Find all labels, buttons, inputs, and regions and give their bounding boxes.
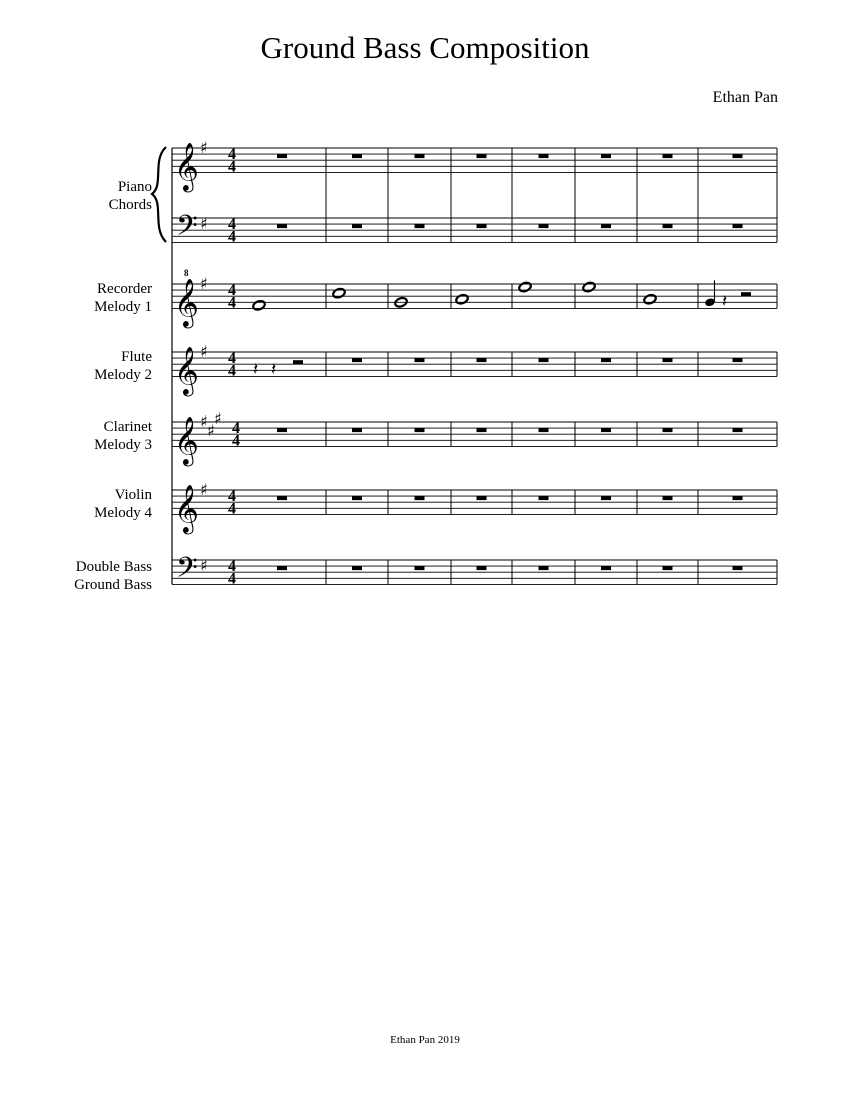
sharp-sign: ♯ xyxy=(200,480,208,499)
whole-rest xyxy=(663,428,673,432)
sharp-sign: ♯ xyxy=(200,556,208,576)
whole-rest xyxy=(415,496,425,500)
whole-rest xyxy=(277,224,287,228)
part-name: Melody 2 xyxy=(94,367,152,383)
time-signature-numerator: 4 xyxy=(228,146,236,164)
treble-clef: 𝄞 xyxy=(174,141,199,191)
whole-rest xyxy=(733,154,743,158)
whole-rest xyxy=(539,224,549,228)
whole-rest xyxy=(539,154,549,158)
bass-clef: 𝄢 xyxy=(176,551,198,592)
whole-note xyxy=(332,287,346,299)
whole-rest xyxy=(352,224,362,228)
whole-rest xyxy=(663,224,673,228)
time-signature-denominator: 4 xyxy=(228,294,236,312)
whole-rest xyxy=(277,496,287,500)
whole-rest xyxy=(477,566,487,570)
whole-rest xyxy=(477,224,487,228)
whole-rest xyxy=(601,496,611,500)
time-signature-numerator: 4 xyxy=(228,488,236,506)
quarter-rest: 𝄽 xyxy=(253,359,259,380)
whole-note xyxy=(582,281,596,293)
instrument-name: Flute xyxy=(121,349,152,365)
treble-clef: 𝄞 xyxy=(174,483,199,533)
time-signature-numerator: 4 xyxy=(228,282,236,300)
instrument-name: Recorder xyxy=(97,281,152,297)
instrument-name: Violin xyxy=(114,487,152,503)
time-signature-denominator: 4 xyxy=(228,158,236,176)
whole-rest xyxy=(352,496,362,500)
whole-rest xyxy=(277,428,287,432)
time-signature-numerator: 4 xyxy=(228,558,236,576)
whole-rest xyxy=(415,428,425,432)
part-name: Ground Bass xyxy=(74,577,152,593)
whole-rest xyxy=(415,358,425,362)
time-signature-numerator: 4 xyxy=(232,420,240,438)
whole-rest xyxy=(663,566,673,570)
part-name: Chords xyxy=(108,197,152,213)
whole-rest xyxy=(477,428,487,432)
piano-brace xyxy=(152,147,166,242)
time-signature-denominator: 4 xyxy=(228,228,236,246)
whole-note xyxy=(252,300,266,312)
time-signature-denominator: 4 xyxy=(228,362,236,380)
whole-rest xyxy=(539,496,549,500)
time-signature-denominator: 4 xyxy=(232,432,240,450)
sharp-sign: ♯ xyxy=(214,408,222,428)
time-signature-denominator: 4 xyxy=(228,500,236,518)
whole-rest xyxy=(601,358,611,362)
whole-rest xyxy=(352,566,362,570)
time-signature-numerator: 4 xyxy=(228,216,236,234)
whole-rest xyxy=(601,224,611,228)
part-name: Melody 4 xyxy=(94,505,152,521)
half-rest xyxy=(293,360,303,364)
whole-rest xyxy=(601,566,611,570)
instrument-name: Clarinet xyxy=(103,419,152,435)
whole-note xyxy=(518,281,532,293)
part-name: Melody 3 xyxy=(94,437,152,453)
whole-rest xyxy=(733,428,743,432)
whole-rest xyxy=(477,358,487,362)
instrument-name: Piano xyxy=(117,179,152,195)
whole-rest xyxy=(663,154,673,158)
whole-rest xyxy=(663,496,673,500)
part-name: Melody 1 xyxy=(94,299,152,315)
sharp-sign: ♯ xyxy=(200,214,208,234)
sharp-sign: ♯ xyxy=(207,421,215,441)
sharp-sign: ♯ xyxy=(200,274,208,293)
whole-rest xyxy=(415,154,425,158)
sharp-sign: ♯ xyxy=(200,412,208,431)
whole-note xyxy=(455,293,469,305)
whole-rest xyxy=(277,566,287,570)
composer-name: Ethan Pan xyxy=(712,89,778,106)
whole-rest xyxy=(477,154,487,158)
whole-rest xyxy=(477,496,487,500)
time-signature-denominator: 4 xyxy=(228,570,236,588)
whole-rest xyxy=(539,566,549,570)
quarter-rest: 𝄽 xyxy=(271,359,277,380)
whole-rest xyxy=(352,428,362,432)
half-rest xyxy=(741,292,751,296)
whole-rest xyxy=(733,224,743,228)
whole-note xyxy=(643,293,657,305)
whole-rest xyxy=(415,566,425,570)
whole-rest xyxy=(601,154,611,158)
whole-rest xyxy=(601,428,611,432)
instrument-name: Double Bass xyxy=(75,559,152,575)
whole-rest xyxy=(277,154,287,158)
sharp-sign: ♯ xyxy=(200,342,208,361)
treble-clef: 𝄞 xyxy=(174,345,199,395)
whole-rest xyxy=(352,358,362,362)
whole-rest xyxy=(733,566,743,570)
whole-rest xyxy=(539,358,549,362)
whole-rest xyxy=(733,496,743,500)
sharp-sign: ♯ xyxy=(200,138,208,157)
whole-rest xyxy=(663,358,673,362)
bass-clef: 𝄢 xyxy=(176,209,198,250)
quarter-rest: 𝄽 xyxy=(722,291,728,312)
treble-clef: 𝄞 xyxy=(174,277,199,327)
whole-rest xyxy=(539,428,549,432)
whole-rest xyxy=(733,358,743,362)
treble-clef: 𝄞 xyxy=(174,415,199,465)
time-signature-numerator: 4 xyxy=(228,350,236,368)
footer-copyright: Ethan Pan 2019 xyxy=(390,1034,460,1046)
octave-marking: 8 xyxy=(184,268,189,278)
whole-rest xyxy=(352,154,362,158)
score-title: Ground Bass Composition xyxy=(260,30,590,65)
whole-rest xyxy=(415,224,425,228)
